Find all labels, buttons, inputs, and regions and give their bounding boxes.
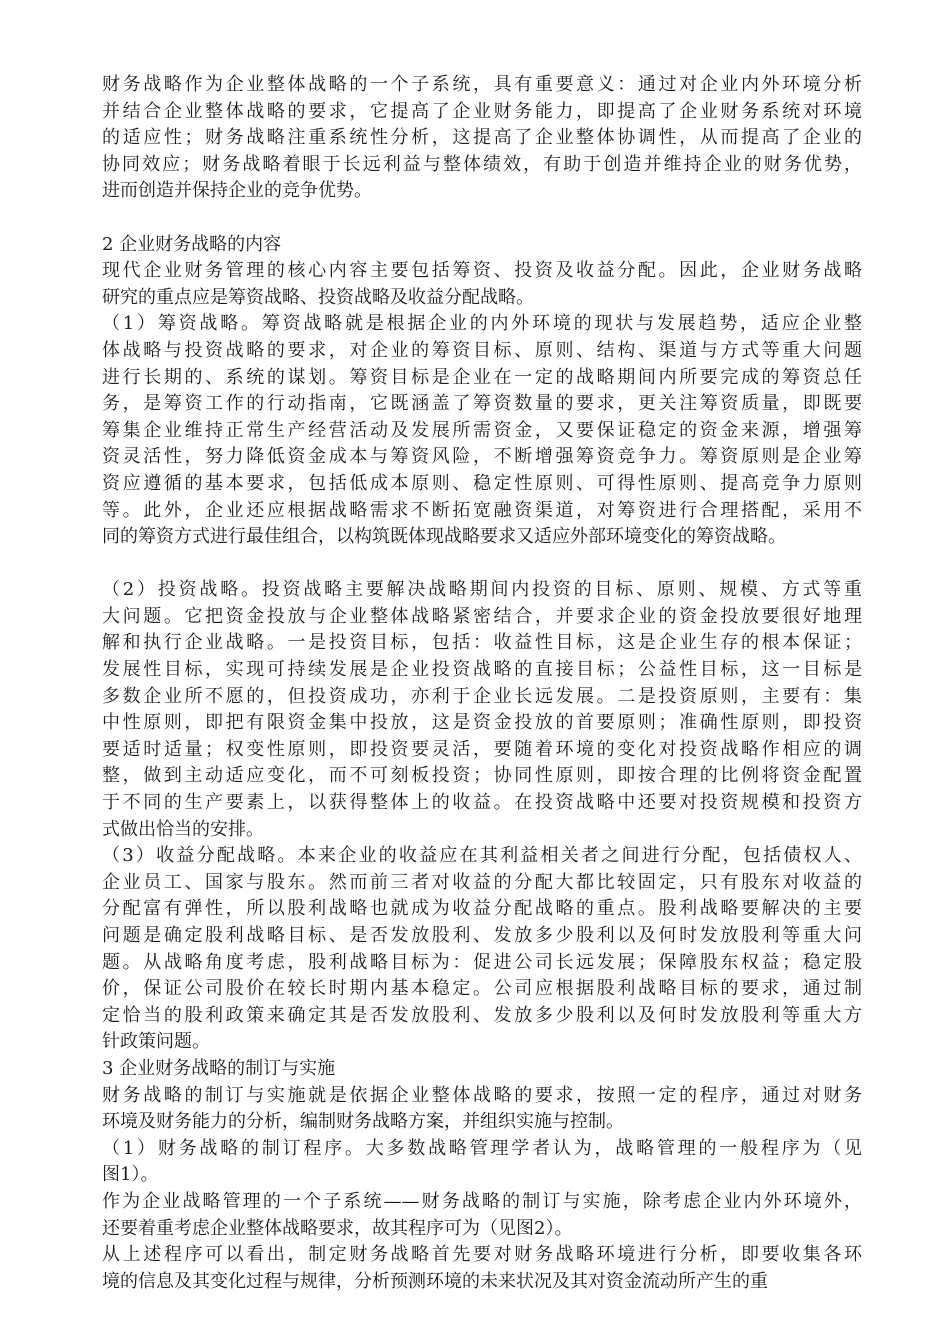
paragraph-spacer bbox=[102, 205, 862, 232]
text-line: 同的筹资方式进行最佳组合，以构筑既体现战略要求又适应外部环境变化的筹资战略。 bbox=[102, 526, 786, 548]
text-line: 针政策问题。 bbox=[102, 1031, 210, 1053]
text-line: 企业员工、国家与股东。然而前三者对收益的分配大都比较固定，只有股东对收益的 bbox=[102, 871, 862, 893]
text-line: 整，做到主动适应变化，而不可刻板投资；协同性原则，即按合理的比例将资金配置 bbox=[102, 765, 862, 787]
section-2-intro bbox=[102, 258, 862, 311]
text-line: 体战略与投资战略的要求，对企业的筹资目标、原则、结构、渠道与方式等重大问题 bbox=[102, 339, 862, 361]
text-line: 协同效应；财务战略着眼于长远利益与整体绩效，有助于创造并维持企业的财务优势， bbox=[102, 153, 862, 175]
formulation-procedure-paragraph bbox=[102, 1136, 862, 1189]
text-line: 分配富有弹性，所以股利战略也就成为收益分配战略的重点。股利战略要解决的主要 bbox=[102, 898, 862, 920]
text-line: 筹集企业维持正常生产经营活动及发展所需资金，又要保证稳定的资金来源，增强筹 bbox=[102, 419, 862, 441]
text-line: （1）筹资战略。筹资战略就是根据企业的内外环境的现状与发展趋势，适应企业整 bbox=[102, 313, 862, 335]
text-line: （2）投资战略。投资战略主要解决战略期间内投资的目标、原则、规模、方式等重 bbox=[102, 579, 862, 601]
text-line: （3）收益分配战略。本来企业的收益应在其利益相关者之间进行分配，包括债权人、 bbox=[102, 845, 862, 867]
text-line: 资应遵循的基本要求，包括低成本原则、稳定性原则、可得性原则、提高竞争力原则 bbox=[102, 472, 862, 494]
paragraph-spacer bbox=[102, 551, 862, 578]
text-line: 作为企业战略管理的一个子系统——财务战略的制订与实施，除考虑企业内外环境外， bbox=[102, 1190, 862, 1212]
text-line: 的适应性；财务战略注重系统性分析，这提高了企业整体协调性，从而提高了企业的 bbox=[102, 127, 862, 149]
text-line: 还要着重考虑企业整体战略要求，故其程序可为（见图2）。 bbox=[102, 1217, 573, 1239]
text-line: 式做出恰当的安排。 bbox=[102, 818, 264, 840]
section-2-heading: 2 企业财务战略的内容 bbox=[102, 233, 282, 255]
text-line: 解和执行企业战略。一是投资目标，包括：收益性目标，这是企业生存的根本保证； bbox=[102, 632, 862, 654]
text-line: 境的信息及其变化过程与规律，分析预测环境的未来状况及其对资金流动所产生的重 bbox=[102, 1270, 768, 1292]
text-line: 现代企业财务管理的核心内容主要包括筹资、投资及收益分配。因此，企业财务战略 bbox=[102, 260, 862, 282]
section-3-heading: 3 企业财务战略的制订与实施 bbox=[102, 1057, 336, 1079]
text-line: 财务战略作为企业整体战略的一个子系统，具有重要意义：通过对企业内外环境分析 bbox=[102, 74, 862, 95]
subsystem-paragraph bbox=[102, 1189, 862, 1242]
text-line: 图1）。 bbox=[102, 1164, 159, 1186]
text-line: 中性原则，即把有限资金集中投放，这是资金投放的首要原则；准确性原则，即投资 bbox=[102, 712, 862, 734]
text-line: 发展性目标，实现可持续发展是企业投资战略的直接目标；公益性目标，这一目标是 bbox=[102, 659, 862, 681]
text-line: 研究的重点应是筹资战略、投资战略及收益分配战略。 bbox=[102, 286, 534, 308]
investment-strategy-paragraph bbox=[102, 577, 862, 843]
text-line: 于不同的生产要素上，以获得整体上的收益。在投资战略中还要对投资规模和投资方 bbox=[102, 792, 862, 814]
profit-distribution-paragraph bbox=[102, 843, 862, 1056]
analysis-paragraph bbox=[102, 1242, 862, 1295]
financing-strategy-paragraph bbox=[102, 311, 862, 550]
text-line: 等。此外，企业还应根据战略需求不断拓宽融资渠道，对筹资进行合理搭配，采用不 bbox=[102, 499, 862, 521]
text-line: 务，是筹资工作的行动指南，它既涵盖了筹资数量的要求，更关注筹资质量，即既要 bbox=[102, 393, 862, 415]
text-line: 从上述程序可以看出，制定财务战略首先要对财务战略环境进行分析，即要收集各环 bbox=[102, 1244, 862, 1266]
document-page bbox=[102, 72, 862, 1295]
intro-paragraph bbox=[102, 72, 862, 205]
text-line: 资灵活性，努力降低资金成本与筹资风险，不断增强筹资竞争力。筹资原则是企业筹 bbox=[102, 446, 862, 468]
text-line: 财务战略的制订与实施就是依据企业整体战略的要求，按照一定的程序，通过对财务 bbox=[102, 1084, 862, 1106]
text-line: 进而创造并保持企业的竞争优势。 bbox=[102, 180, 372, 202]
section-3-intro bbox=[102, 1083, 862, 1136]
text-line: 并结合企业整体战略的要求，它提高了企业财务能力，即提高了企业财务系统对环境 bbox=[102, 100, 862, 122]
text-line: 进行长期的、系统的谋划。筹资目标是企业在一定的战略期间内所要完成的筹资总任 bbox=[102, 366, 862, 388]
text-line: 要适时适量；权变性原则，即投资要灵活，要随着环境的变化对投资战略作相应的调 bbox=[102, 738, 862, 760]
text-line: 多数企业所不愿的，但投资成功，亦利于企业长远发展。二是投资原则，主要有：集 bbox=[102, 685, 862, 707]
text-line: 环境及财务能力的分析，编制财务战略方案，并组织实施与控制。 bbox=[102, 1111, 624, 1133]
text-line: 问题是确定股利战略目标、是否发放股利、发放多少股利以及何时发放股利等重大问 bbox=[102, 925, 862, 946]
text-line: （1）财务战略的制订程序。大多数战略管理学者认为，战略管理的一般程序为（见 bbox=[102, 1137, 862, 1159]
text-line: 定恰当的股利政策来确定其是否发放股利、发放多少股利以及何时发放股利等重大方 bbox=[102, 1004, 862, 1026]
text-line: 价，保证公司股价在较长时期内基本稳定。公司应根据股利战略目标的要求，通过制 bbox=[102, 978, 862, 1000]
text-line: 大问题。它把资金投放与企业整体战略紧密结合，并要求企业的资金投放要很好地理 bbox=[102, 605, 862, 627]
text-line: 题。从战略角度考虑，股利战略目标为：促进公司长远发展；保障股东权益；稳定股 bbox=[102, 951, 862, 973]
